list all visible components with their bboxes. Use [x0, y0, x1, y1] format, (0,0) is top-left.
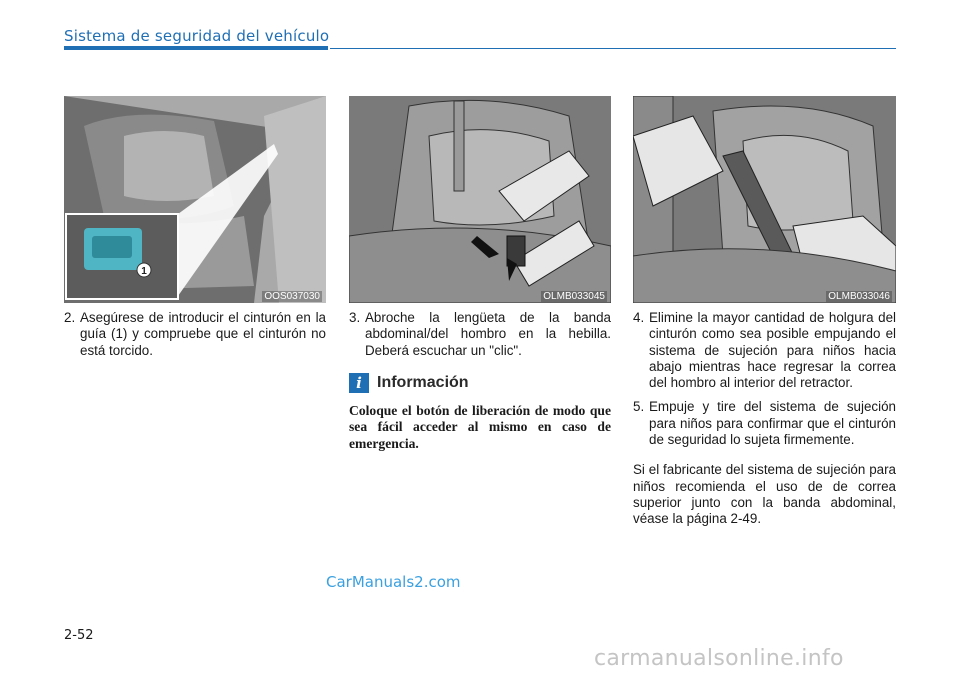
info-header	[349, 373, 611, 393]
step-4	[633, 310, 896, 391]
header-title: Sistema de seguridad del vehículo	[64, 27, 330, 45]
info-icon: i	[349, 373, 369, 393]
step-number: 2.	[64, 310, 76, 325]
column-1	[64, 310, 326, 367]
step-text: Abroche la lengüeta de la banda abdominal/del hombro en la hebilla. Deberá escuchar un "clic".	[365, 310, 611, 358]
step-text: Elimine la mayor cantidad de holgura del cinturón como sea posible empujando el sistema de sujeción para niños hacia abajo mientras hace regresar la correa del hombro al interior del retractor.	[649, 310, 896, 391]
column-3	[633, 310, 896, 528]
footer-watermark: carmanualsonline.info	[594, 646, 844, 671]
header-rule-thin	[330, 48, 896, 50]
tether-paragraph: Si el fabricante del sistema de sujeción para niños recomienda el uso de de correa superior junto con la banda abdominal, véase la página 2-49.	[633, 462, 896, 527]
step-number: 5.	[633, 399, 645, 415]
step-text: Asegúrese de introducir el cinturón en la guía (1) y compruebe que el cinturón no está torcido.	[80, 310, 326, 358]
info-body: Coloque el botón de liberación de modo que sea fácil acceder al mismo en caso de emergencia.	[349, 402, 611, 451]
figure-rear-seat-belt-guide	[64, 96, 326, 303]
step-number: 3.	[349, 310, 361, 325]
step-number: 4.	[633, 310, 645, 325]
watermark-link[interactable]: CarManuals2.com	[326, 573, 461, 591]
callout-1: 1	[141, 266, 147, 277]
info-title: Información	[377, 373, 469, 391]
figure-code: OOS037030	[264, 291, 320, 302]
column-2	[349, 310, 611, 452]
step-text: Empuje y tire del sistema de sujeción para niños para confirmar que el cinturón de seguridad lo sujeta firmemente.	[649, 399, 896, 448]
step-2	[64, 310, 326, 359]
page-number: 2-52	[64, 628, 94, 643]
figure-remove-belt-slack	[633, 96, 896, 303]
header-rule-thick	[64, 46, 328, 50]
step-5	[633, 399, 896, 448]
figure-code: OLMB033046	[828, 291, 890, 302]
step-3	[349, 310, 611, 359]
figure-buckle-child-seat	[349, 96, 611, 303]
figure-code: OLMB033045	[543, 291, 605, 302]
